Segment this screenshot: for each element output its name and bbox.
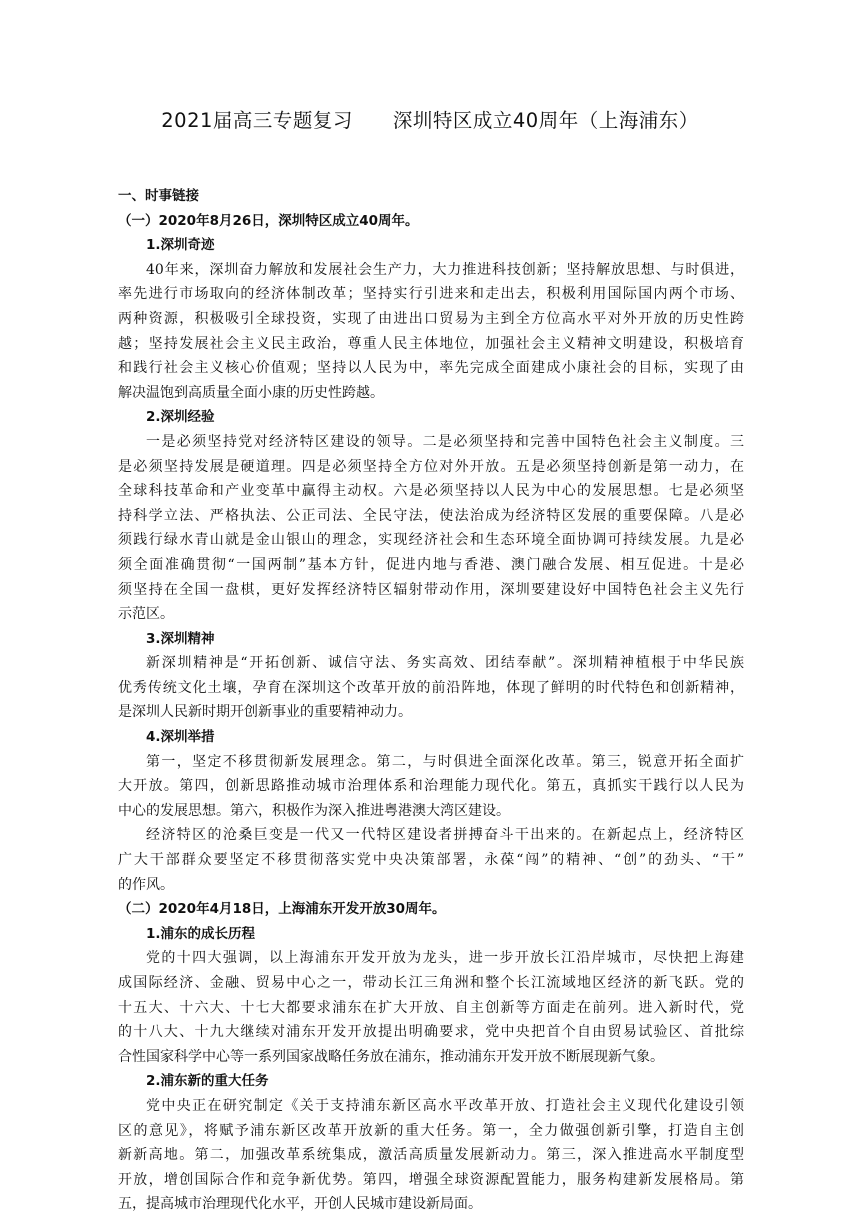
topic-heading: 1.深圳奇迹 — [146, 237, 215, 254]
topic-heading: 2.深圳经验 — [146, 409, 215, 426]
paragraph-line: 的作风。 — [118, 876, 174, 893]
paragraph-line: 率先进行市场取向的经济体制改革；坚持实行引进来和走出去，积极利用国际国内两个市场、 — [118, 286, 744, 303]
topic-heading: 2.浦东新的重大任务 — [146, 1073, 269, 1090]
paragraph-line: 开放，增创国际合作和竞争新优势。第四，增强全球资源配置能力，服务构建新发展格局。第 — [118, 1171, 744, 1188]
paragraph-line: 区的意见》，将赋予浦东新区改革开放新的重大任务。第一，全力做强创新引擎，打造自主创 — [118, 1122, 744, 1139]
topic-heading: 3.深圳精神 — [146, 630, 215, 647]
paragraph-line: 党中央正在研究制定《关于支持浦东新区高水平改革开放、打造社会主义现代化建设引领 — [146, 1097, 744, 1114]
paragraph-line: 持科学立法、严格执法、公正司法、全民守法，使法治成为经济特区发展的重要保障。八是必 — [118, 507, 744, 524]
paragraph-line: 成国际经济、金融、贸易中心之一，带动长江三角洲和整个长江流域地区经济的新飞跃。党的 — [118, 975, 744, 991]
paragraph-line: 的十八大、十九大继续对浦东开发开放提出明确要求，党中央把首个自由贸易试验区、首批综 — [118, 1024, 744, 1041]
body-paragraph — [118, 750, 744, 824]
paragraph-line: 须全面准确贯彻“一国两制”基本方针，促进内地与香港、澳门融合发展、相互促进。十是必 — [118, 556, 744, 573]
subsection-heading: （一）2020年8月26日，深圳特区成立40周年。 — [118, 212, 419, 229]
body-paragraph — [118, 823, 744, 897]
paragraph-line: 党的十四大强调，以上海浦东开发开放为龙头，进一步开放长江沿岸城市，尽快把上海建 — [146, 950, 744, 967]
document-title: 2021届高三专题复习 深圳特区成立40周年（上海浦东） — [161, 109, 699, 132]
section-heading: 一、时事链接 — [118, 188, 199, 204]
body-paragraph — [118, 946, 744, 1069]
paragraph-line: 经济特区的沧桑巨变是一代又一代特区建设者拼搏奋斗干出来的。在新起点上，经济特区 — [146, 827, 744, 844]
paragraph-line: 第一，坚定不移贯彻新发展理念。第二，与时俱进全面深化改革。第三，锐意开拓全面扩 — [146, 753, 744, 770]
paragraph-line: 优秀传统文化土壤，孕育在深圳这个改革开放的前沿阵地，体现了鲜明的时代特色和创新精神， — [118, 679, 744, 696]
topic-heading: 1.浦东的成长历程 — [146, 925, 256, 942]
paragraph-line: 全球科技革命和产业变革中赢得主动权。六是必须坚持以人民为中心的发展思想。七是必须坚 — [118, 483, 744, 500]
paragraph-line: 五，提高城市治理现代化水平，开创人民城市建设新局面。 — [118, 1196, 482, 1213]
paragraph-line: 解决温饱到高质量全面小康的历史性跨越。 — [118, 384, 384, 401]
paragraph-line: 是深圳人民新时期开创新事业的重要精神动力。 — [118, 704, 412, 721]
paragraph-line: 是必须坚持发展是硬道理。四是必须坚持全方位对外开放。五是必须坚持创新是第一动力，在 — [118, 458, 744, 475]
body-paragraph — [118, 430, 744, 627]
paragraph-line: 大开放。第四，创新思路推动城市治理体系和治理能力现代化。第五，真抓实干践行以人民为 — [118, 778, 744, 795]
paragraph-line: 中心的发展思想。第六，积极作为深入推进粤港澳大湾区建设。 — [118, 802, 510, 819]
paragraph-line: 越；坚持发展社会主义民主政治，尊重人民主体地位，加强社会主义精神文明建设，积极培育 — [118, 335, 744, 352]
paragraph-line: 合性国家科学中心等一系列国家战略任务放在浦东，推动浦东开发开放不断展现新气象。 — [118, 1048, 664, 1065]
paragraph-line: 40年来，深圳奋力解放和发展社会生产力，大力推进科技创新；坚持解放思想、与时俱进， — [146, 261, 744, 278]
paragraph-line: 一是必须坚持党对经济特区建设的领导。二是必须坚持和完善中国特色社会主义制度。三 — [146, 433, 744, 450]
paragraph-line: 和践行社会主义核心价值观；坚持以人民为中，率先完成全面建成小康社会的目标，实现了由 — [118, 360, 744, 377]
paragraph-line: 两种资源，积极吸引全球投资，实现了由进出口贸易为主到全方位高水平对外开放的历史性跨 — [118, 310, 744, 327]
paragraph-line: 须坚持在全国一盘棋，更好发挥经济特区辐射带动作用，深圳要建设好中国特色社会主义先行 — [118, 581, 744, 598]
paragraph-line: 示范区。 — [118, 606, 174, 623]
body-paragraph — [118, 258, 744, 406]
paragraph-line: 新深圳精神是“开拓创新、诚信守法、务实高效、团结奉献”。深圳精神植根于中华民族 — [146, 655, 744, 672]
document-body — [118, 184, 744, 1217]
body-paragraph — [118, 1094, 744, 1217]
topic-heading: 4.深圳举措 — [146, 729, 215, 746]
subsection-heading: （二）2020年4月18日，上海浦东开发开放30周年。 — [118, 901, 446, 918]
paragraph-line: 新新高地。第二，加强改革系统集成，激活高质量发展新动力。第三，深入推进高水平制度型 — [118, 1147, 744, 1164]
body-paragraph — [118, 651, 744, 725]
paragraph-line: 须践行绿水青山就是金山银山的理念，实现经济社会和生态环境全面协调可持续发展。九是必 — [118, 532, 744, 549]
paragraph-line: 十五大、十六大、十七大都要求浦东在扩大开放、自主创新等方面走在前列。进入新时代，党 — [118, 999, 744, 1016]
paragraph-line: 广大干部群众要坚定不移贯彻落实党中央决策部署，永葆“闯”的精神、“创”的劲头、“干” — [118, 852, 744, 869]
